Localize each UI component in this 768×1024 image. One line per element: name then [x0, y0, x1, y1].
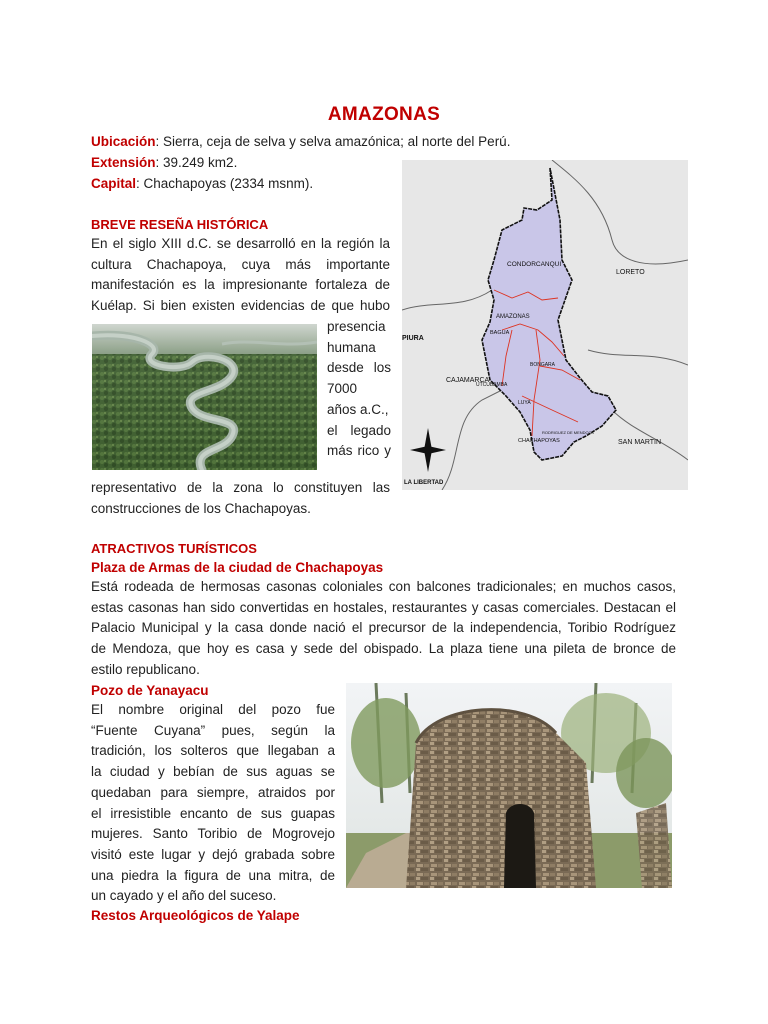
resena-line: cultura Chachapoya, cuya más importante — [91, 256, 390, 272]
map-label-loreto: LORETO — [616, 269, 645, 276]
plaza-line: de Mendoza, que hoy es casa y sede del obispado. La plaza tiene una pileta de bronce de — [91, 641, 676, 657]
pozo-paragraph — [91, 700, 335, 907]
ubicacion-value: : Sierra, ceja de selva y selva amazónica; al norte del Perú. — [155, 134, 511, 149]
resena-line: más rico y — [327, 443, 391, 459]
pozo-line: tradición, los solteros que llegaban a — [91, 743, 335, 759]
resena-line: manifestación es la impresionante fortaleza de — [91, 277, 390, 293]
yalape-heading: Restos Arqueológicos de Yalape — [91, 908, 300, 923]
pozo-line: un cayado y el año del suceso. — [91, 888, 277, 904]
pozo-photo — [346, 683, 672, 888]
pozo-heading: Pozo de Yanayacu — [91, 683, 209, 698]
extension-value: : 39.249 km2. — [155, 155, 238, 170]
resena-line: construcciones de los Chachapoyas. — [91, 500, 311, 516]
resena-line: humana — [327, 339, 376, 355]
capital-label: Capital — [91, 176, 137, 191]
river-photo — [92, 324, 317, 470]
map-label-piura: PIURA — [402, 335, 424, 342]
extension-line — [91, 155, 237, 170]
resena-line: En el siglo XIII d.C. se desarrolló en la región la — [91, 236, 390, 251]
map-label-condorcanqui: CONDORCANQUI — [507, 261, 562, 268]
resena-narrow-column — [327, 317, 391, 462]
plaza-line: Palacio Municipal y la casa donde nació el precursor de la independencia, Toribio Rodríguez — [91, 620, 676, 636]
plaza-line: Está rodeada de hermosas casonas coloniales con balcones tradicionales; en muchos casos, — [91, 579, 676, 594]
map-label-cajamarca: CAJAMARCA — [446, 377, 490, 384]
map-label-bongara: BONGARA — [530, 362, 556, 368]
capital-line — [91, 176, 313, 191]
map-label-utcubamba: UTCUBAMBA — [476, 382, 508, 388]
resena-paragraph — [91, 234, 390, 317]
map-label-luya: LUYA — [518, 400, 531, 406]
capital-value: : Chachapoyas (2334 msnm). — [136, 176, 314, 191]
resena-line: desde los — [327, 360, 391, 376]
pozo-line: mujeres. Santo Toribio de Mogrovejo — [91, 826, 335, 842]
plaza-line: estilo republicano. — [91, 661, 200, 677]
resena-line: Kuélap. Si bien existen evidencias de que hubo — [91, 298, 390, 314]
pozo-line: visitó este lugar y dejó grabada sobre — [91, 846, 335, 862]
pozo-line: la ciudad y bebían de sus aguas se — [91, 764, 335, 780]
atractivos-heading: ATRACTIVOS TURÍSTICOS — [91, 541, 257, 556]
plaza-line: estas casonas han sido convertidas en hostales, restaurantes y casas comerciales. Destacan el — [91, 599, 676, 615]
resena-line: años a.C., — [327, 401, 389, 417]
resena-line: el legado — [327, 422, 391, 438]
map-label-rodriguez-de-mendoza: RODRIGUEZ DE MENDOZA — [542, 430, 594, 435]
map-label-bagua: BAGUA — [490, 330, 510, 336]
map-label-la-libertad: LA LIBERTAD — [404, 480, 444, 486]
pozo-line: el irresistible encanto de sus guapas — [91, 805, 335, 821]
resena-line: representativo de la zona lo constituyen las — [91, 480, 390, 495]
amazonas-map — [402, 160, 688, 490]
plaza-heading: Plaza de Armas de la ciudad de Chachapoyas — [91, 560, 384, 575]
map-label-san-martin: SAN MARTIN — [618, 439, 662, 446]
plaza-paragraph — [91, 577, 676, 681]
extension-label: Extensión — [91, 155, 156, 170]
page-title: AMAZONAS — [327, 104, 441, 125]
pozo-line: una piedra la figura de una mitra, de — [91, 867, 335, 883]
resena-paragraph-end — [91, 478, 390, 519]
resena-heading: BREVE RESEÑA HISTÓRICA — [91, 217, 269, 232]
map-label-chachapoyas: CHACHAPOYAS — [518, 438, 560, 444]
pozo-line: “Fuente Cuyana” pues, según la — [91, 722, 335, 738]
resena-line: presencia — [327, 319, 386, 334]
ubicacion-line — [91, 134, 510, 149]
resena-line: 7000 — [327, 381, 358, 397]
map-label-amazonas: AMAZONAS — [496, 314, 530, 320]
pozo-line: quedaban para siempre, atraidos por — [91, 784, 335, 800]
pozo-line: El nombre original del pozo fue — [91, 702, 335, 717]
ubicacion-label: Ubicación — [91, 134, 156, 149]
